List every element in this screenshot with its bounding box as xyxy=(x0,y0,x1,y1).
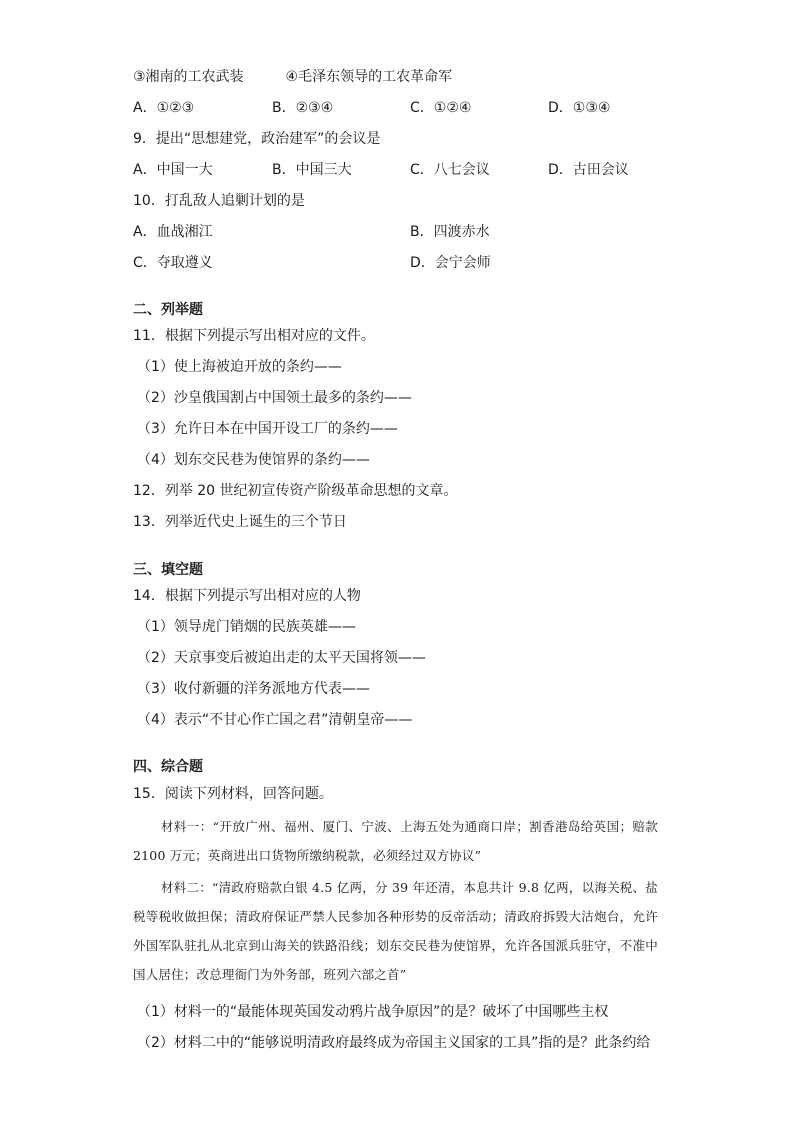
q15-stem: 15．阅读下列材料，回答问题。 xyxy=(133,786,333,802)
q9-option-b: B．中国三大 xyxy=(272,162,352,178)
q13-stem: 13．列举近代史上诞生的三个节日 xyxy=(133,514,347,530)
q9-option-c: C．八七会议 xyxy=(410,162,490,178)
q10-stem: 10．打乱敌人追剿计划的是 xyxy=(133,193,305,209)
q11-item-1: （1）使上海被迫开放的条约—— xyxy=(137,359,342,375)
section4-title: 四、综合题 xyxy=(133,759,203,775)
q12-stem: 12．列举 20 世纪初宣传资产阶级革命思想的文章。 xyxy=(133,483,458,499)
q15-material-2: 材料二：“清政府赔款白银 4.5 亿两，分 39 年还清，本息共计 9.8 亿两，以海关税、盐税等税收做担保；清政府保证严禁人民参加各种形势的反帝活动；清政府拆毁大沽炮台，允许外国军队驻扎从北京到山海关的铁路沿线；划东交民巷为使馆界，允许各国派兵驻守，不准中国人居住；改总理衙门为外务部，班列六部之首” xyxy=(133,880,658,982)
q11-item-4: （4）划东交民巷为使馆界的条约—— xyxy=(137,452,370,468)
q8-option-a: A．①②③ xyxy=(133,100,195,116)
q10-option-b: B．四渡赤水 xyxy=(410,224,490,240)
q11-stem: 11．根据下列提示写出相对应的文件。 xyxy=(133,328,375,344)
q14-stem: 14．根据下列提示写出相对应的人物 xyxy=(133,588,361,604)
q11-item-2: （2）沙皇俄国割占中国领土最多的条约—— xyxy=(137,390,412,406)
q15-sub-1: （1）材料一的“最能体现英国发动鸦片战争原因”的是？破坏了中国哪些主权 xyxy=(137,1004,609,1020)
q14-item-1: （1）领导虎门销烟的民族英雄—— xyxy=(137,619,356,635)
q9-option-a: A．中国一大 xyxy=(133,162,213,178)
q10-option-a: A．血战湘江 xyxy=(133,224,213,240)
q14-item-4: （4）表示“不甘心作亡国之君”清朝皇帝—— xyxy=(137,712,413,728)
q10-option-c: C．夺取遵义 xyxy=(133,255,213,271)
section2-title: 二、列举题 xyxy=(133,302,203,318)
q10-option-d: D．会宁会师 xyxy=(410,255,491,271)
section3-title: 三、填空题 xyxy=(133,562,203,578)
q9-stem: 9．提出“思想建党，政治建军”的会议是 xyxy=(133,131,381,147)
q8-option-d: D．①③④ xyxy=(548,100,611,116)
q9-option-d: D．古田会议 xyxy=(548,162,629,178)
q11-item-3: （3）允许日本在中国开设工厂的条约—— xyxy=(137,421,398,437)
q14-item-3: （3）收付新疆的洋务派地方代表—— xyxy=(137,681,370,697)
q14-item-2: （2）天京事变后被迫出走的太平天国将领—— xyxy=(137,650,426,666)
q15-material-1: 材料一：“开放广州、福州、厦门、宁波、上海五处为通商口岸；割香港岛给英国；赔款 2100 万元；英商进出口货物所缴纳税款，必须经过双方协议” xyxy=(133,819,658,863)
q15-sub-2: （2）材料二中的“能够说明清政府最终成为帝国主义国家的工具”指的是？此条约给 xyxy=(137,1035,651,1051)
q8-option-c: C．①②④ xyxy=(410,100,472,116)
q8-items-line: ③湘南的工农武装 ④毛泽东领导的工农革命军 xyxy=(133,69,453,85)
q8-option-b: B．②③④ xyxy=(272,100,334,116)
